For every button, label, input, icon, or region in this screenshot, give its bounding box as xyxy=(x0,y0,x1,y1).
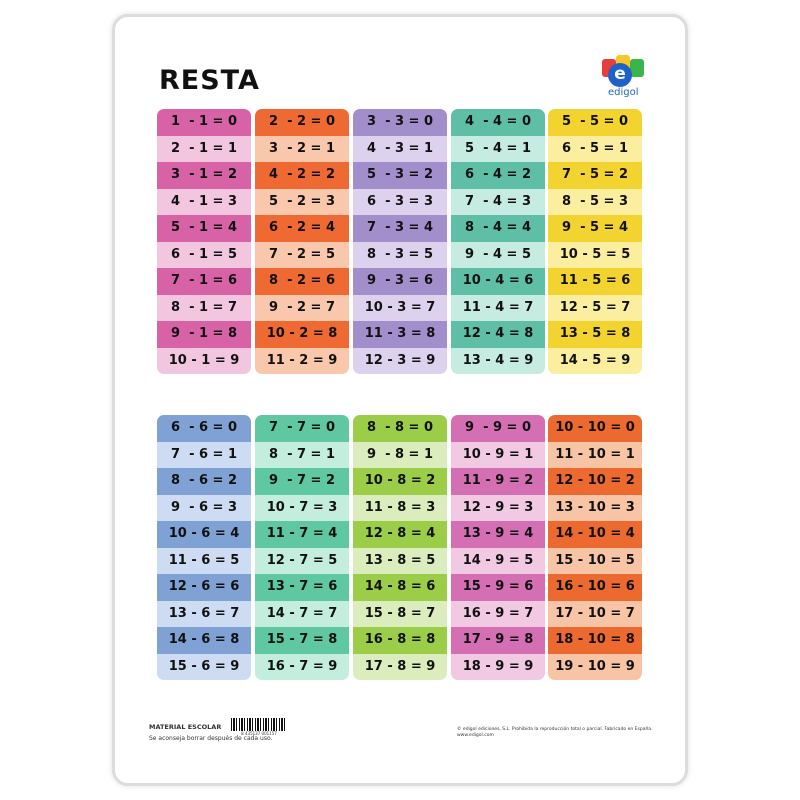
table-column-10 xyxy=(548,415,642,680)
brand-name: edigol xyxy=(608,87,639,98)
equation-row: 4 - 2 = 2 xyxy=(255,162,349,189)
equation-row: 11 - 7 = 4 xyxy=(255,521,349,548)
page-title: RESTA xyxy=(159,65,260,96)
table-column-7 xyxy=(255,415,349,680)
equation-row: 8 - 1 = 7 xyxy=(157,295,251,322)
equation-row: 6 - 2 = 4 xyxy=(255,215,349,242)
equation-row: 15 - 10 = 5 xyxy=(548,548,642,575)
equation-row: 14 - 8 = 6 xyxy=(353,574,447,601)
barcode-number: 8 435137 001157 xyxy=(241,731,277,736)
equation-row: 12 - 9 = 3 xyxy=(451,495,545,522)
equation-row: 14 - 6 = 8 xyxy=(157,627,251,654)
equation-row: 4 - 3 = 1 xyxy=(353,136,447,163)
equation-row: 10 - 7 = 3 xyxy=(255,495,349,522)
table-column-9 xyxy=(451,415,545,680)
equation-row: 16 - 10 = 6 xyxy=(548,574,642,601)
equation-row: 13 - 4 = 9 xyxy=(451,348,545,375)
equation-row: 12 - 5 = 7 xyxy=(548,295,642,322)
equation-row: 10 - 4 = 6 xyxy=(451,268,545,295)
equation-row: 9 - 3 = 6 xyxy=(353,268,447,295)
table-column-3 xyxy=(353,109,447,374)
equation-row: 3 - 1 = 2 xyxy=(157,162,251,189)
equation-row: 9 - 7 = 2 xyxy=(255,468,349,495)
equation-row: 7 - 2 = 5 xyxy=(255,242,349,269)
equation-row: 12 - 6 = 6 xyxy=(157,574,251,601)
usage-note: Se aconseja borrar después de cada uso. xyxy=(149,735,273,742)
table-column-6 xyxy=(157,415,251,680)
equation-row: 13 - 7 = 6 xyxy=(255,574,349,601)
equation-row: 11 - 3 = 8 xyxy=(353,321,447,348)
equation-row: 7 - 5 = 2 xyxy=(548,162,642,189)
edigol-logo xyxy=(600,55,650,101)
barcode xyxy=(231,718,287,738)
equation-row: 18 - 9 = 9 xyxy=(451,654,545,681)
equation-row: 9 - 2 = 7 xyxy=(255,295,349,322)
table-column-1 xyxy=(157,109,251,374)
equation-row: 17 - 9 = 8 xyxy=(451,627,545,654)
table-column-4 xyxy=(451,109,545,374)
logo-letter: e xyxy=(608,63,632,87)
equation-row: 7 - 3 = 4 xyxy=(353,215,447,242)
equation-row: 17 - 8 = 9 xyxy=(353,654,447,681)
equation-row: 2 - 1 = 1 xyxy=(157,136,251,163)
equation-row: 9 - 9 = 0 xyxy=(451,415,545,442)
equation-row: 13 - 5 = 8 xyxy=(548,321,642,348)
equation-row: 11 - 10 = 1 xyxy=(548,442,642,469)
equation-row: 14 - 5 = 9 xyxy=(548,348,642,375)
equation-row: 14 - 10 = 4 xyxy=(548,521,642,548)
equation-row: 12 - 10 = 2 xyxy=(548,468,642,495)
equation-row: 2 - 2 = 0 xyxy=(255,109,349,136)
equation-row: 16 - 7 = 9 xyxy=(255,654,349,681)
poster-board xyxy=(112,14,688,786)
equation-row: 18 - 10 = 8 xyxy=(548,627,642,654)
equation-row: 11 - 5 = 6 xyxy=(548,268,642,295)
equation-row: 9 - 8 = 1 xyxy=(353,442,447,469)
equation-row: 5 - 4 = 1 xyxy=(451,136,545,163)
table-column-8 xyxy=(353,415,447,680)
equation-row: 7 - 6 = 1 xyxy=(157,442,251,469)
table-column-2 xyxy=(255,109,349,374)
equation-row: 8 - 8 = 0 xyxy=(353,415,447,442)
equation-row: 10 - 10 = 0 xyxy=(548,415,642,442)
equation-row: 1 - 1 = 0 xyxy=(157,109,251,136)
equation-row: 5 - 1 = 4 xyxy=(157,215,251,242)
equation-row: 10 - 6 = 4 xyxy=(157,521,251,548)
equation-row: 12 - 8 = 4 xyxy=(353,521,447,548)
equation-row: 12 - 4 = 8 xyxy=(451,321,545,348)
equation-row: 8 - 2 = 6 xyxy=(255,268,349,295)
equation-row: 6 - 4 = 2 xyxy=(451,162,545,189)
equation-row: 10 - 3 = 7 xyxy=(353,295,447,322)
equation-row: 13 - 8 = 5 xyxy=(353,548,447,575)
equation-row: 11 - 4 = 7 xyxy=(451,295,545,322)
equation-row: 17 - 10 = 7 xyxy=(548,601,642,628)
equation-row: 7 - 4 = 3 xyxy=(451,189,545,216)
equation-row: 11 - 2 = 9 xyxy=(255,348,349,375)
equation-row: 12 - 3 = 9 xyxy=(353,348,447,375)
equation-row: 15 - 6 = 9 xyxy=(157,654,251,681)
equation-row: 11 - 8 = 3 xyxy=(353,495,447,522)
equation-row: 14 - 9 = 5 xyxy=(451,548,545,575)
equation-row: 6 - 6 = 0 xyxy=(157,415,251,442)
equation-row: 15 - 7 = 8 xyxy=(255,627,349,654)
equation-row: 15 - 9 = 6 xyxy=(451,574,545,601)
equation-row: 13 - 9 = 4 xyxy=(451,521,545,548)
equation-row: 9 - 4 = 5 xyxy=(451,242,545,269)
equation-row: 8 - 3 = 5 xyxy=(353,242,447,269)
equation-row: 13 - 10 = 3 xyxy=(548,495,642,522)
equation-row: 19 - 10 = 9 xyxy=(548,654,642,681)
legal-text: © edigol ediciones, S.L. Prohibida la reproducción total o parcial. Fabricado en España. www.edigol.com xyxy=(457,727,653,738)
equation-row: 3 - 2 = 1 xyxy=(255,136,349,163)
equation-row: 6 - 3 = 3 xyxy=(353,189,447,216)
equation-row: 11 - 6 = 5 xyxy=(157,548,251,575)
equation-row: 7 - 1 = 6 xyxy=(157,268,251,295)
table-column-5 xyxy=(548,109,642,374)
equation-row: 4 - 4 = 0 xyxy=(451,109,545,136)
equation-row: 9 - 1 = 8 xyxy=(157,321,251,348)
equation-row: 8 - 6 = 2 xyxy=(157,468,251,495)
equation-row: 13 - 6 = 7 xyxy=(157,601,251,628)
equation-row: 16 - 8 = 8 xyxy=(353,627,447,654)
equation-row: 8 - 5 = 3 xyxy=(548,189,642,216)
equation-row: 16 - 9 = 7 xyxy=(451,601,545,628)
barcode-bars xyxy=(231,718,287,731)
equation-row: 15 - 8 = 7 xyxy=(353,601,447,628)
equation-row: 10 - 8 = 2 xyxy=(353,468,447,495)
equation-row: 10 - 2 = 8 xyxy=(255,321,349,348)
equation-row: 10 - 1 = 9 xyxy=(157,348,251,375)
equation-row: 5 - 5 = 0 xyxy=(548,109,642,136)
equation-row: 11 - 9 = 2 xyxy=(451,468,545,495)
equation-row: 5 - 3 = 2 xyxy=(353,162,447,189)
equation-row: 7 - 7 = 0 xyxy=(255,415,349,442)
equation-row: 14 - 7 = 7 xyxy=(255,601,349,628)
equation-row: 8 - 7 = 1 xyxy=(255,442,349,469)
equation-row: 4 - 1 = 3 xyxy=(157,189,251,216)
equation-row: 9 - 6 = 3 xyxy=(157,495,251,522)
equation-row: 10 - 9 = 1 xyxy=(451,442,545,469)
equation-row: 3 - 3 = 0 xyxy=(353,109,447,136)
equation-row: 9 - 5 = 4 xyxy=(548,215,642,242)
equation-row: 6 - 5 = 1 xyxy=(548,136,642,163)
equation-row: 10 - 5 = 5 xyxy=(548,242,642,269)
equation-row: 8 - 4 = 4 xyxy=(451,215,545,242)
equation-row: 6 - 1 = 5 xyxy=(157,242,251,269)
equation-row: 5 - 2 = 3 xyxy=(255,189,349,216)
material-label: MATERIAL ESCOLAR xyxy=(149,723,222,731)
equation-row: 12 - 7 = 5 xyxy=(255,548,349,575)
